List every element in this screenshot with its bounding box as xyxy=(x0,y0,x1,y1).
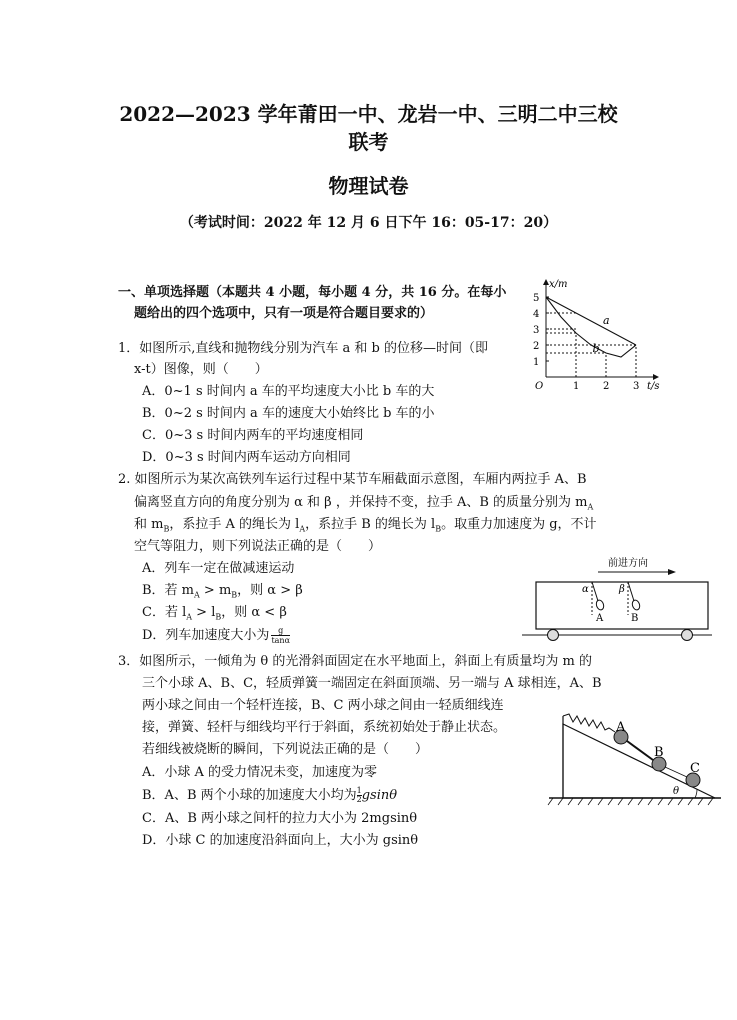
y-axis-label: x/m xyxy=(549,279,568,290)
q3-option-d: D．小球 C 的加速度沿斜面向上，大小为 gsinθ xyxy=(142,833,419,848)
q1-option-c: C．0~3 s 时间内两车的平均速度相同 xyxy=(142,428,364,443)
q2-option-c: C．若 $l_A > l_B$，则 α < β xyxy=(142,605,287,622)
spring xyxy=(563,714,615,732)
series-b-line xyxy=(546,297,636,357)
arrow-head-icon xyxy=(668,569,676,575)
q3-stem-line2: 三个小球 A、B、C，轻质弹簧一端固定在斜面顶端、另一端与 A 球相连，A、B xyxy=(142,676,602,691)
y-tick-label: 3 xyxy=(533,325,540,336)
q3-stem-line5: 若细线被烧断的瞬间，下列说法正确的是（ ） xyxy=(142,742,429,757)
series-a-label: a xyxy=(603,314,610,328)
q3-stem-line3: 两小球之间由一个轻杆连接，B、C 两小球之间由一轻质细线连 xyxy=(142,698,504,713)
q2-stem-line4: 空气等阻力，则下列说法正确的是（ ） xyxy=(134,539,382,554)
ground-hatch xyxy=(548,798,713,805)
ball-c-label: C xyxy=(690,761,700,776)
q3-option-b: B．A、B 两个小球的加速度大小均为 $\frac{1}{2}$ gsinθ xyxy=(142,786,398,804)
handle-a-label: A xyxy=(596,613,604,624)
x-axis-arrow-icon xyxy=(653,374,659,380)
subject-title: 物理试卷 xyxy=(328,174,409,198)
y-tick-label: 4 xyxy=(533,309,540,320)
train-car-figure xyxy=(516,555,716,645)
x-tick-label: 1 xyxy=(573,381,580,392)
y-tick-label: 5 xyxy=(533,293,540,304)
handle-b-label: B xyxy=(631,613,639,624)
series-a-line xyxy=(546,297,636,345)
q1-option-d: D．0~3 s 时间内两车运动方向相同 xyxy=(142,450,351,465)
q2-option-b: B．若 $m_A > m_B$，则 α > β xyxy=(142,583,303,600)
ball-a-label: A xyxy=(616,720,626,735)
exam-title-line2: 联考 xyxy=(348,130,389,154)
wheel-right xyxy=(682,630,693,641)
theta-arc xyxy=(695,789,697,798)
q3-option-c: C．A、B 两小球之间杆的拉力大小为 2mgsinθ xyxy=(142,811,418,826)
q2-stem-line1: 2. 如图所示为某次高铁列车运行过程中某节车厢截面示意图，车厢内两拉手 A、B xyxy=(118,472,587,487)
exam-title-line1: 2022—2023 学年莆田一中、龙岩一中、三明二中三校 xyxy=(119,102,618,126)
handle-b xyxy=(631,599,641,611)
y-tick-label: 2 xyxy=(533,341,540,352)
handle-a xyxy=(595,599,605,611)
y-tick-label: 1 xyxy=(533,357,540,368)
section-heading-line1: 一、单项选择题（本题共 4 小题，每小题 4 分，共 16 分。在每小 xyxy=(118,285,507,300)
section-heading-line2: 题给出的四个选项中，只有一项是符合题目要求的） xyxy=(134,306,434,321)
incline-figure xyxy=(545,700,725,810)
exam-time: （考试时间：2022 年 12 月 6 日下午 16：05-17：20） xyxy=(179,215,558,231)
ball-b-label: B xyxy=(654,745,664,760)
wheel-left xyxy=(548,630,559,641)
x-tick-label: 2 xyxy=(603,381,610,392)
alpha-label: α xyxy=(582,584,589,595)
q1-option-b: B．0~2 s 时间内 a 车的速度大小始终比 b 车的小 xyxy=(142,406,435,421)
direction-label: 前进方向 xyxy=(608,558,648,569)
q2-option-a: A．列车一定在做减速运动 xyxy=(142,561,295,576)
q2-stem-line3: 和 $m_B$，系拉手 A 的绳长为 $l_A$，系拉手 B 的绳长为 $l_B$。取重力加速度为 g，不计 xyxy=(134,517,597,534)
origin-label: O xyxy=(535,381,544,392)
x-axis-label: t/s xyxy=(647,381,660,392)
beta-label: β xyxy=(619,584,625,595)
q2-stem-line2: 偏离竖直方向的角度分别为 α 和 β ，并保持不变，拉手 A、B 的质量分别为 $m_A$ xyxy=(134,495,594,512)
q3-option-a: A．小球 A 的受力情况未变，加速度为零 xyxy=(142,765,378,780)
theta-label: θ xyxy=(673,786,680,797)
q1-stem-line1: 1．如图所示,直线和抛物线分别为汽车 a 和 b 的位移—时间（即 xyxy=(118,341,489,356)
q1-stem-line2: x-t）图像，则（ ） xyxy=(134,362,268,377)
series-b-label: b xyxy=(592,342,600,356)
xt-graph xyxy=(520,266,670,392)
x-tick-label: 3 xyxy=(633,381,640,392)
strap-b xyxy=(628,582,634,601)
q3-stem-line1: 3．如图所示，一倾角为 θ 的光滑斜面固定在水平地面上，斜面上有质量均为 m 的 xyxy=(118,654,592,669)
strap-a xyxy=(592,582,598,601)
q3-stem-line4: 接，弹簧、轻杆与细线均平行于斜面，系统初始处于静止状态。 xyxy=(142,720,507,735)
q2-option-d: D．列车加速度大小为 $\frac{g}{\tan\alpha}$ xyxy=(142,626,290,645)
q1-option-a: A．0~1 s 时间内 a 车的平均速度大小比 b 车的大 xyxy=(142,384,435,399)
